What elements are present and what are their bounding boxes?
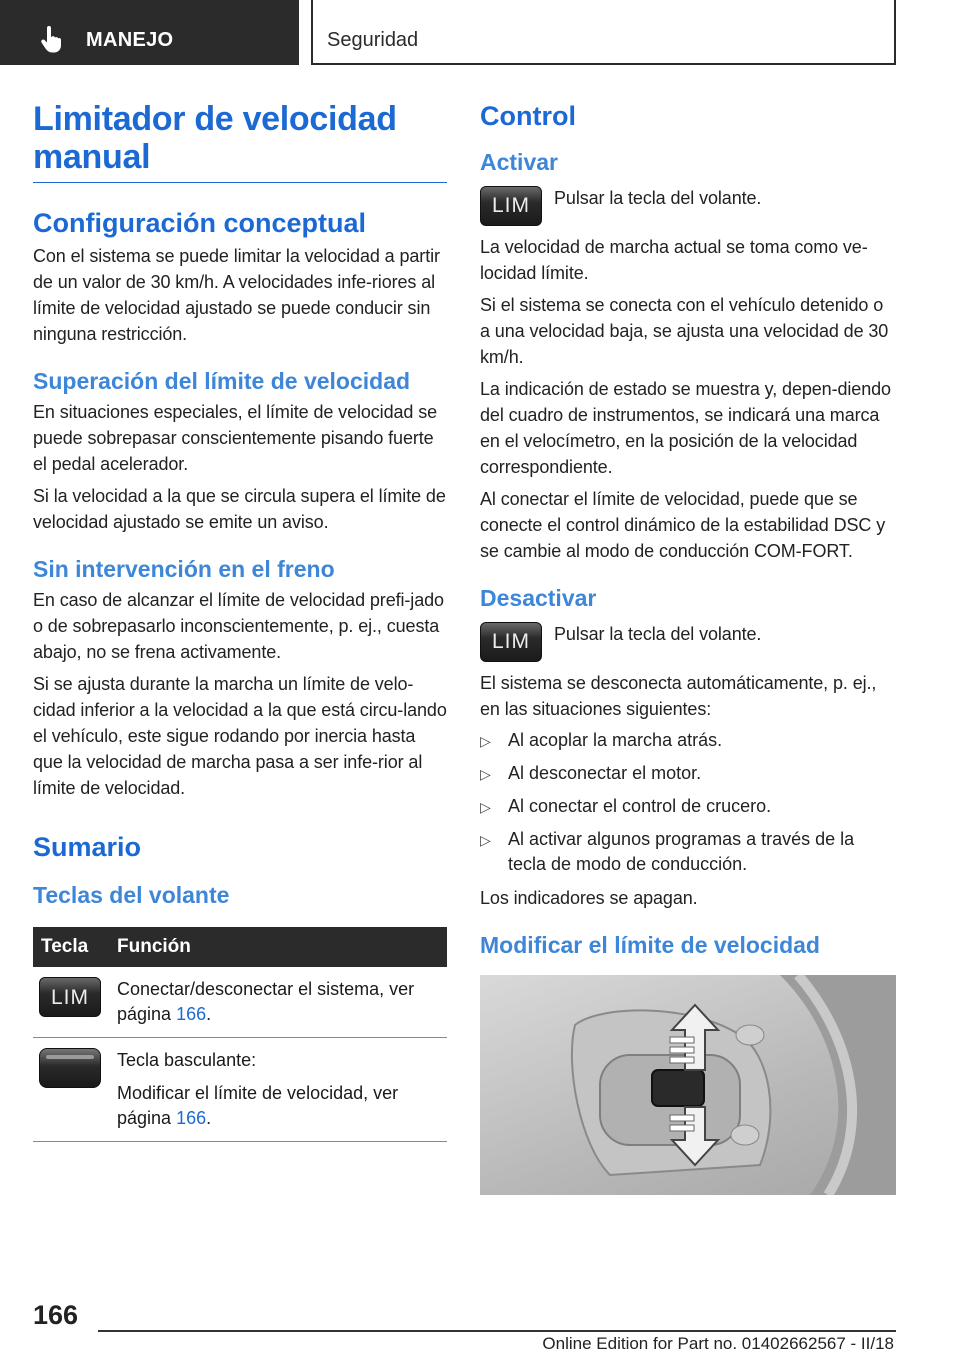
table-row: [33, 1038, 447, 1142]
footer-rule: [98, 1330, 896, 1332]
steering-wheel-illustration: [480, 975, 896, 1195]
deactivate-text-2: Los indicadores se apagan.: [480, 888, 698, 908]
deactivate-key-text: Pulsar la tecla del volante.: [554, 624, 762, 644]
exceed-text-2: Si la velocidad a la que se circula supera el límite de velocidad ajustado se emite un aviso.: [33, 486, 446, 532]
lim-key-icon: LIM: [480, 186, 542, 226]
table-cell-function: Tecla basculante: Modificar el límite de velocidad, ver página 166.: [109, 1038, 447, 1142]
list-item: ▷ Al activar algunos programas a través de la tecla de modo de conducción.: [480, 827, 896, 877]
modify-heading: Modificar el límite de velocidad: [480, 932, 820, 958]
page-link[interactable]: 166: [176, 1108, 207, 1128]
list-item: ▷ Al acoplar la marcha atrás.: [480, 728, 896, 754]
header-section-tab: [0, 0, 299, 65]
page-title: Limitador de velocidad manual: [33, 100, 447, 183]
activate-text-3: La indicación de estado se muestra y, depen-diendo del cuadro de instrumentos, se indicará una marca en el velocímetro, en la posición de la velocidad correspondiente.: [480, 379, 891, 477]
table-row: [33, 967, 447, 1038]
steering-wheel-photo: [480, 975, 896, 1195]
table-header-function: Función: [109, 927, 447, 967]
concept-text: Con el sistema se puede limitar la velocidad a partir de un valor de 30 km/h. A velocidades infe-riores al límite de velocidad ajustado se puede conducir sin ninguna restricción.: [33, 246, 440, 344]
wheel-keys-table: [33, 927, 447, 1142]
brake-heading: Sin intervención en el freno: [33, 556, 335, 582]
exceed-text-1: En situaciones especiales, el límite de velocidad se puede sobrepasar conscientemente pisando fuerte el pedal acelerador.: [33, 402, 438, 474]
page-link[interactable]: 166: [176, 1004, 207, 1024]
deactivate-heading: Desactivar: [480, 585, 597, 611]
triangle-bullet-icon: ▷: [480, 799, 491, 815]
brake-text-1: En caso de alcanzar el límite de velocidad prefi-jado o de sobrepasarlo inconscientemente, p. ej., cuesta abajo, no se frena activamente.: [33, 590, 444, 662]
list-item: ▷ Al desconectar el motor.: [480, 761, 896, 787]
brake-text-2: Si se ajusta durante la marcha un límite de velo-cidad inferior a la velocidad a la que está circu-lando el vehículo, este sigue rodando por inercia hasta que la velocidad de marcha pasa a ser infe-rior al límite de velocidad.: [33, 674, 447, 798]
triangle-bullet-icon: ▷: [480, 832, 491, 848]
lim-key-icon: LIM: [480, 622, 542, 662]
activate-text-4: Al conectar el límite de velocidad, puede que se conecte el control dinámico de la estabilidad DSC y se cambie al modo de conducción COM-FORT.: [480, 489, 886, 561]
footer-edition: Online Edition for Part no. 01402662567 - II/18: [542, 1334, 894, 1353]
table-cell-function: Conectar/desconectar el sistema, ver página 166.: [109, 967, 447, 1038]
concept-heading: Configuración conceptual: [33, 208, 367, 238]
summary-heading: Sumario: [33, 832, 142, 862]
table-header-key: Tecla: [33, 927, 109, 967]
exceed-heading: Superación del límite de velocidad: [33, 368, 411, 394]
list-item: ▷ Al conectar el control de crucero.: [480, 794, 896, 820]
triangle-bullet-icon: ▷: [480, 733, 491, 749]
lim-key-icon: LIM: [39, 977, 101, 1017]
activate-text-2: Si el sistema se conecta con el vehículo detenido o a una velocidad baja, se ajusta una velocidad de 30 km/h.: [480, 295, 889, 367]
activate-key-text: Pulsar la tecla del volante.: [554, 188, 762, 208]
header-chapter-label: Seguridad: [327, 29, 419, 51]
activate-heading: Activar: [480, 149, 558, 175]
header-section-label: MANEJO: [86, 29, 174, 51]
deactivate-list: [480, 728, 896, 877]
wheel-keys-heading: Teclas del volante: [33, 882, 230, 908]
hand-icon: [40, 26, 66, 54]
right-column: [480, 100, 896, 1195]
page-number: 166: [33, 1300, 79, 1330]
header-chapter-box: [311, 0, 896, 65]
triangle-bullet-icon: ▷: [480, 766, 491, 782]
deactivate-text-1: El sistema se desconecta automáticamente, p. ej., en las situaciones siguientes:: [480, 673, 877, 719]
rocker-switch-icon: [39, 1048, 101, 1088]
left-column: [33, 100, 447, 1142]
control-heading: Control: [480, 101, 576, 131]
activate-text-1: La velocidad de marcha actual se toma como ve-locidad límite.: [480, 237, 868, 283]
